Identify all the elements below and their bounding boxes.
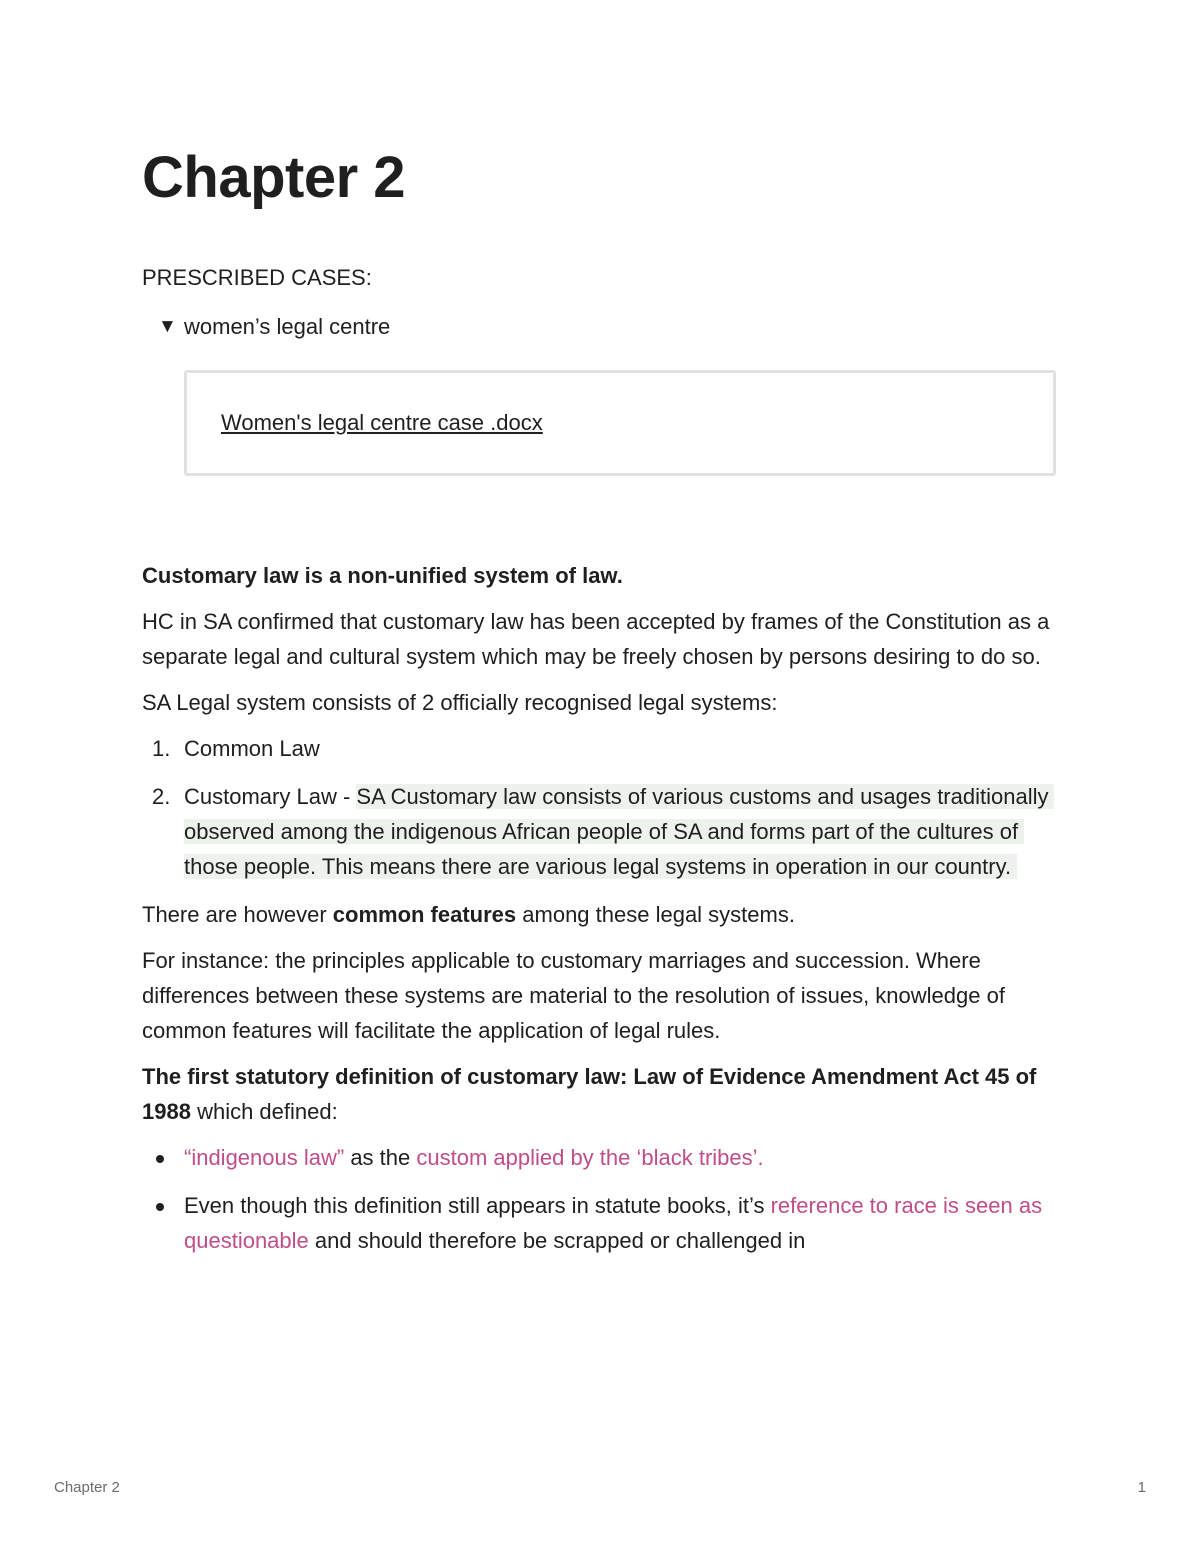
footer-page-number: 1	[1137, 1479, 1146, 1496]
document-page	[142, 140, 1060, 1271]
paragraph-common-features	[142, 897, 1060, 932]
highlighted-text: SA Customary law consists of various customs and usages traditionally observed among the indigenous African people of SA and forms part of the cultures of those people. This means there are various legal systems in operation in our country.	[184, 784, 1054, 879]
bold-text: The first statutory definition of customary law: Law of Evidence Amendment Act 45 of 1988	[142, 1064, 1037, 1124]
toggle-womens-legal-centre[interactable]	[158, 309, 1060, 344]
docx-file-link[interactable]: Women's legal centre case .docx	[221, 410, 543, 435]
list-item	[184, 1140, 1060, 1175]
customary-heading: Customary law is a non-unified system of law.	[142, 563, 623, 588]
toggle-label: women’s legal centre	[184, 314, 391, 339]
list-item	[184, 1188, 1060, 1258]
text-segment: There are however	[142, 902, 333, 927]
text-segment: as the	[344, 1145, 417, 1170]
text-segment: among these legal systems.	[516, 902, 795, 927]
definition-bullets	[142, 1140, 1060, 1258]
paragraph-hc: HC in SA confirmed that customary law has been accepted by frames of the Constitution as a separate legal and cultural system which may be freely chosen by persons desiring to do so.	[142, 609, 1050, 669]
prescribed-cases-label: PRESCRIBED CASES:	[142, 265, 372, 290]
paragraph-sa-legal-system: SA Legal system consists of 2 officially recognised legal systems:	[142, 690, 778, 715]
bullet-icon	[156, 1155, 164, 1163]
bullet-icon	[156, 1203, 164, 1211]
pink-text: custom applied by the ‘black tribes’.	[416, 1145, 764, 1170]
list-item	[152, 731, 1060, 766]
footer-chapter-label: Chapter 2	[54, 1479, 120, 1496]
list-item-text: Common Law	[184, 736, 320, 761]
triangle-down-icon[interactable]: ▼	[158, 316, 177, 337]
list-number: 2.	[152, 784, 171, 809]
list-item-prefix: Customary Law -	[184, 784, 357, 809]
text-segment: Even though this definition still appears in statute books, it’s	[184, 1193, 771, 1218]
list-item	[152, 779, 1060, 884]
legal-systems-list	[142, 731, 1060, 884]
bold-text: common features	[332, 902, 517, 927]
pink-text: “indigenous law”	[184, 1145, 345, 1170]
text-segment: which defined:	[190, 1099, 338, 1124]
text-segment: and should therefore be scrapped or challenged in	[308, 1228, 806, 1253]
pink-text: reference to race is seen as questionable	[184, 1193, 1043, 1253]
paragraph-statutory	[142, 1059, 1060, 1129]
page-title: Chapter 2	[142, 145, 406, 210]
list-number: 1.	[152, 736, 171, 761]
paragraph-instance: For instance: the principles applicable to customary marriages and succession. Where differences between these systems are material to the resolution of issues, knowledge of common features will facilitate the application of legal rules.	[142, 948, 1005, 1043]
file-embed	[184, 370, 1056, 476]
